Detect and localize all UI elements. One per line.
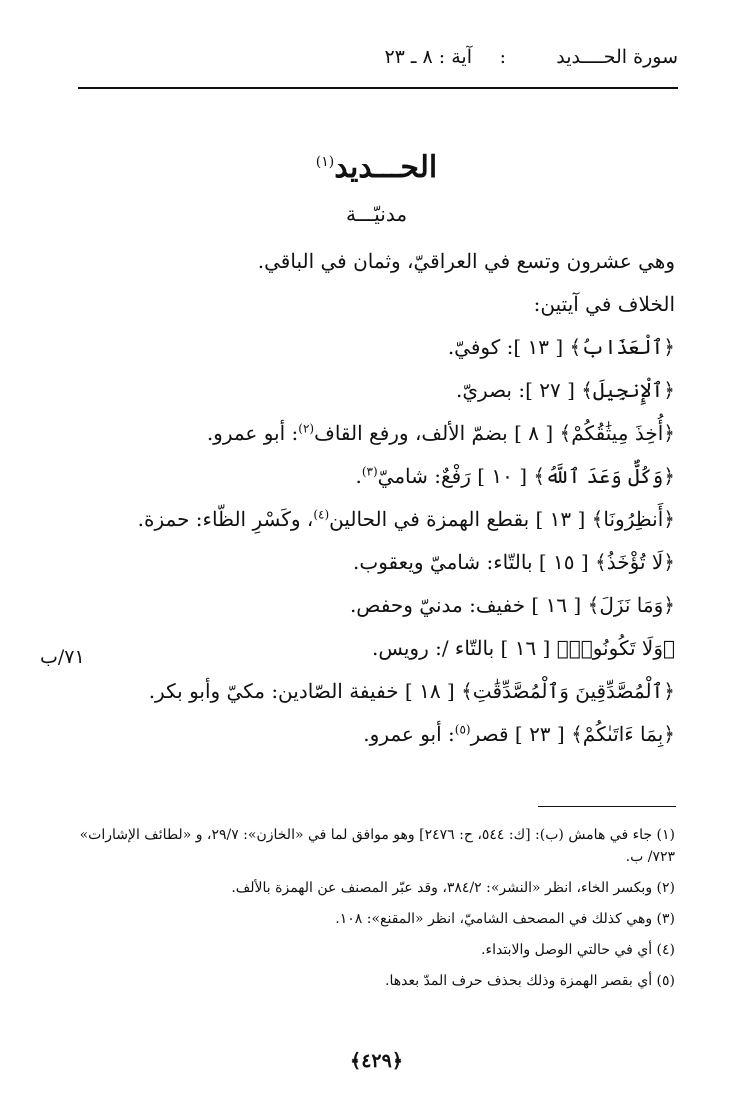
footnote-ref: (٢)	[298, 421, 315, 436]
chapter-title	[0, 150, 753, 185]
footnote-ref: (٤)	[313, 507, 330, 522]
footnote-ref: (٥)	[454, 722, 471, 737]
text-line: الخلاف في آيتين:	[533, 292, 675, 316]
text-line: ﴿وَكُلٌّ وَعَدَ ٱللَّهُ﴾ [ ١٠ ] رَفْعٌ: شاميّ$^{(٣)}$.	[355, 464, 675, 488]
header-separator: :	[499, 46, 506, 68]
footnote: (٣) وهي كذلك في المصحف الشاميّ، انظر «المقنع»: ١٠٨.	[335, 911, 675, 927]
chapter-title-text: الحـــديد	[334, 150, 438, 185]
footnotes	[55, 824, 675, 1001]
text-line: ﴿ٱلْمُصَّدِّقِينَ وَٱلْمُصَّدِّقَٰتِ﴾ [ ١٨ ] خفيفة الصّادين: مكيّ وأبو بكر.	[148, 679, 675, 703]
title-footnote-ref: (١)	[315, 154, 335, 170]
text-line: ﴿لَا تُؤْخَذُ﴾ [ ١٥ ] بالتّاء: شاميّ ويعقوب.	[353, 550, 675, 574]
text-line: ﴿بِمَا ءَاتَىٰكُمْ﴾ [ ٢٣ ] قصر$^{(٥)}$: أبو عمرو.	[363, 722, 675, 746]
text-line: ﴿ٱلْإِنجِيلَ﴾ [ ٢٧ ]: بصريّ.	[456, 378, 675, 402]
text-line: ﴿وَلَا تَكُونُوا۟﴾ [ ١٦ ] بالتّاء /: رويس.	[371, 636, 675, 660]
text-line: ﴿أُخِذَ مِيثَٰقُكُمْ﴾ [ ٨ ] بضمّ الألف، ورفع القاف$^{(٢)}$: أبو عمرو.	[206, 421, 675, 445]
manuscript-folio-note: ٧١/ب	[40, 646, 85, 668]
running-header	[78, 44, 678, 78]
text-line: ﴿ٱلْعَذَابُ﴾ [ ١٣ ]: كوفيّ.	[447, 335, 675, 359]
footnote-ref: (٣)	[361, 464, 378, 479]
header-rule	[78, 87, 678, 89]
footnote: (٤) أي في حالتي الوصل والابتداء.	[481, 942, 675, 958]
footnote: (١) جاء في هامش (ب): [ك: ٥٤٤، ح: ٢٤٧٦] وهو موافق لما في «الخازن»: ٢٩/٧، و «لطائف الإشارات» ٧٢٣/ ب.	[79, 827, 675, 865]
header-surah-name: سورة الحــــديد	[556, 46, 678, 68]
text-line: ﴿أَنظِرُونَا﴾ [ ١٣ ] بقطع الهمزة في الحالين$^{(٤)}$، وكَسْرِ الظّاء: حمزة.	[137, 507, 675, 531]
text-line: وهي عشرون وتسع في العراقيّ، وثمان في الباقي.	[257, 249, 675, 273]
header-ayah-range: آية : ٨ ـ ٢٣	[384, 46, 472, 68]
page-number: ﴿٤٢٩﴾	[350, 1050, 403, 1072]
chapter-subtitle: مدنيّـــة	[345, 202, 408, 226]
body-text	[65, 240, 675, 756]
text-line: ﴿وَمَا نَزَلَ﴾ [ ١٦ ] خفيف: مدنيّ وحفص.	[349, 593, 675, 617]
footnote: (٥) أي بقصر الهمزة وذلك بحذف حرف المدّ بعدها.	[385, 973, 675, 989]
footnote: (٢) وبكسر الخاء، انظر «النشر»: ٣٨٤/٢، وقد عبّر المصنف عن الهمزة بالألف.	[231, 880, 675, 896]
footnote-rule	[538, 806, 676, 807]
